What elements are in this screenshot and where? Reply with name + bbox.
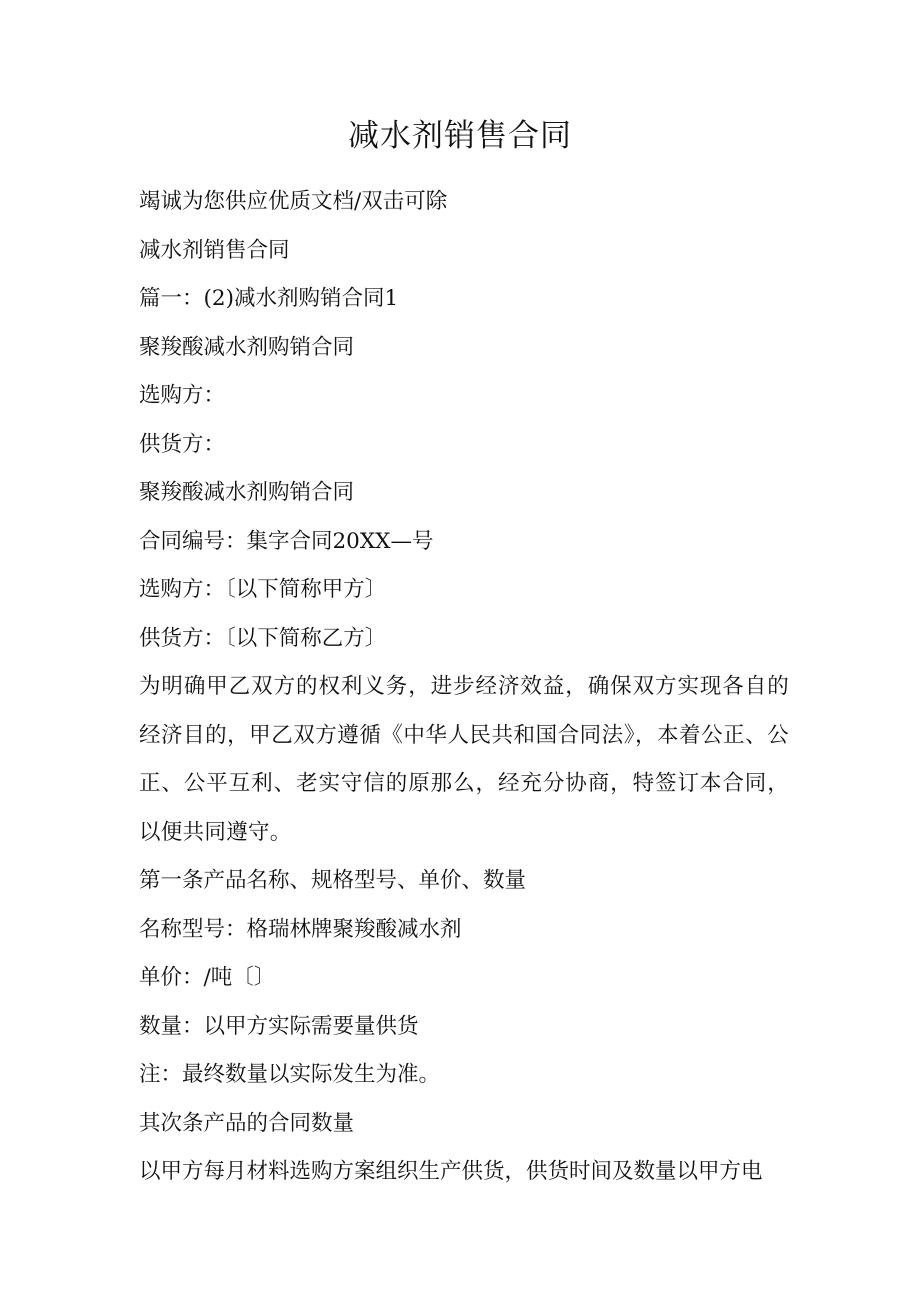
quantity: 数量：以甲方实际需要量供货 xyxy=(139,1013,419,1039)
supplier-line: 供货方： xyxy=(139,431,226,457)
contract-number: 合同编号：集字合同20XX—号 xyxy=(139,528,434,554)
preamble-paragraph: 为明确甲乙双方的权利义务，进步经济效益，确保双方实现各自的经济目的，甲乙双方遵循《中华人民共和国合同法》，本着公正、公正、公平互利、老实守信的原那么，经充分协商，特签订本合同，以便共同遵守。 xyxy=(139,674,789,845)
article-two-heading: 其次条产品的合同数量 xyxy=(139,1110,355,1136)
doc-heading: 减水剂销售合同 xyxy=(139,237,290,263)
document-title: 减水剂销售合同 xyxy=(348,118,572,154)
contract-name-repeat: 聚羧酸减水剂购销合同 xyxy=(139,480,355,505)
document-body xyxy=(139,178,789,1197)
unit-price: 单价：/吨〔〕 xyxy=(139,965,276,990)
article-one-heading: 第一条产品名称、规格型号、单价、数量 xyxy=(139,868,527,893)
contract-name: 聚羧酸减水剂购销合同 xyxy=(139,334,355,360)
product-name-model: 名称型号：格瑞林牌聚羧酸减水剂 xyxy=(139,916,462,942)
supplier-party-b: 供货方：〔以下简称乙方〕 xyxy=(139,625,387,651)
quantity-note: 注：最终数量以实际发生为准。 xyxy=(139,1062,441,1087)
section-heading: 篇一：(2)减水剂购销合同1 xyxy=(139,286,399,311)
header-note: 竭诚为您供应优质文档/双击可除 xyxy=(139,189,448,214)
buyer-party-a: 选购方：〔以下简称甲方〕 xyxy=(139,577,387,602)
article-two-text: 以甲方每月材料选购方案组织生产供货，供货时间及数量以甲方电 xyxy=(139,1159,763,1184)
buyer-line: 选购方： xyxy=(139,383,226,408)
